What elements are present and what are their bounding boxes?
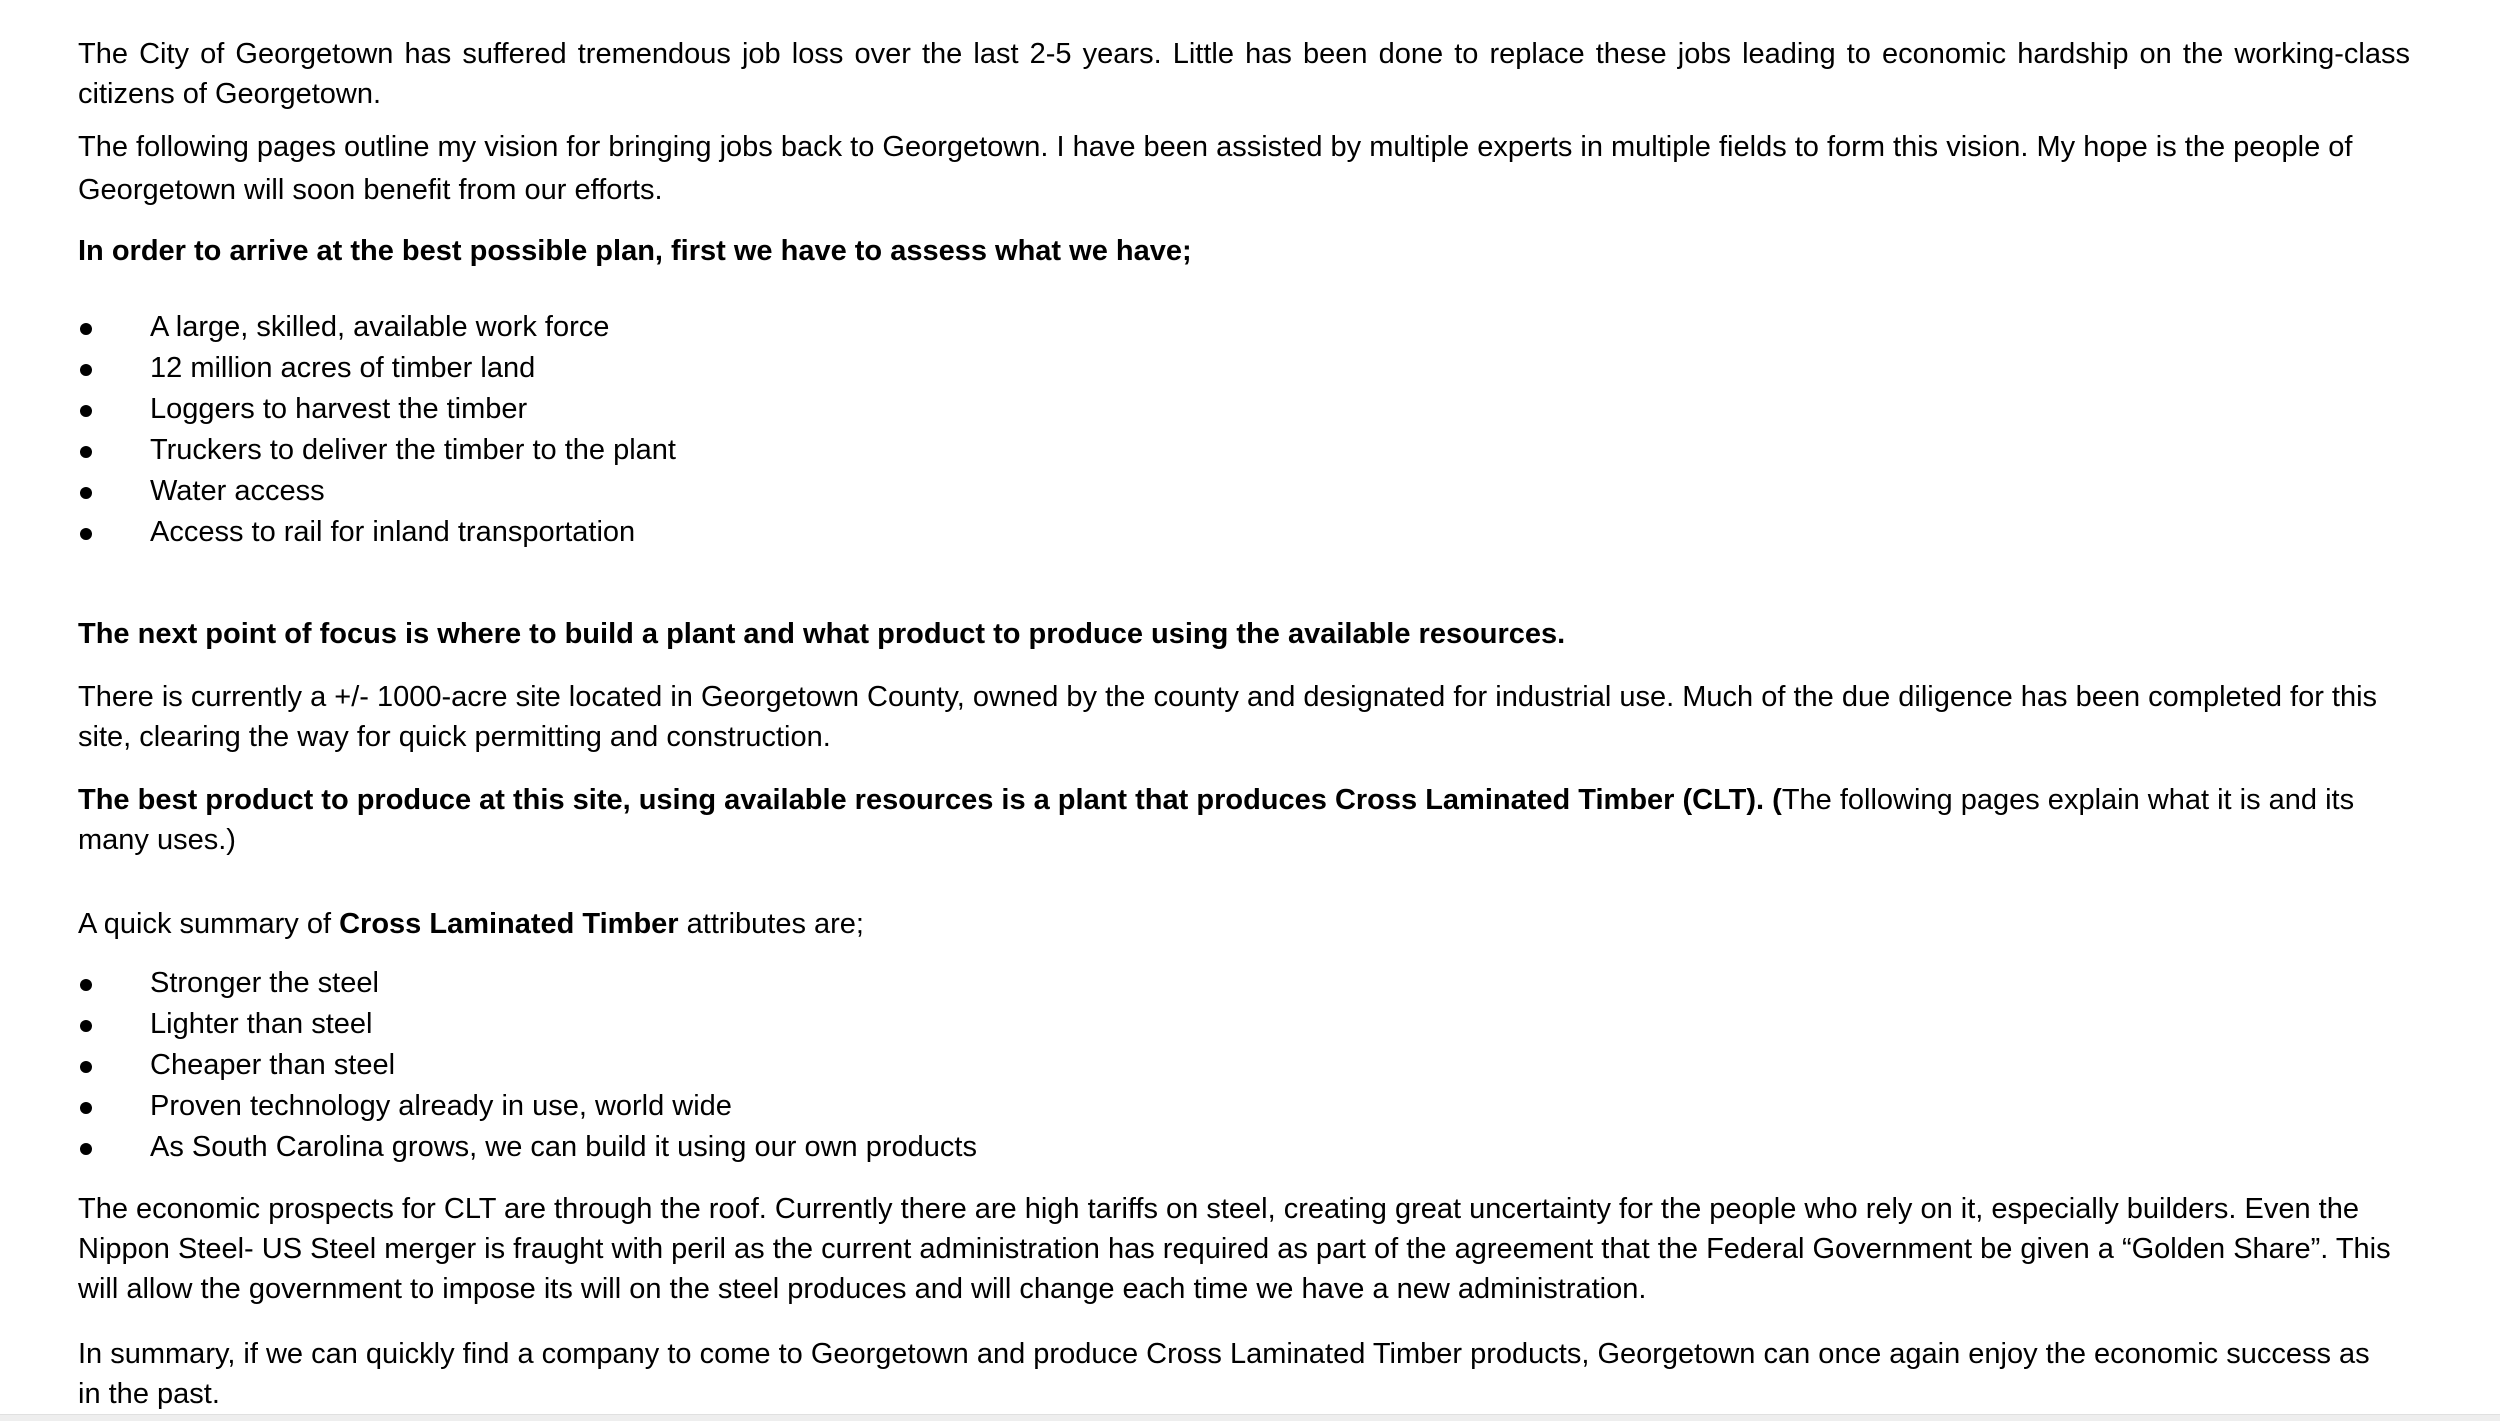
list-item: A large, skilled, available work force (78, 307, 1578, 348)
bullet-icon (80, 528, 92, 540)
bullet-icon (80, 323, 92, 335)
bullet-icon (80, 1102, 92, 1114)
intro-paragraph-2: The following pages outline my vision for bringing jobs back to Georgetown. I have been assisted by multiple experts in multiple fields to form this vision. My hope is the people of Georgetown will soon benefit from our efforts. (78, 131, 2353, 206)
resources-list (78, 307, 1578, 553)
bullet-icon (80, 1020, 92, 1032)
list-item: Cheaper than steel (78, 1045, 1578, 1086)
list-item: Stronger the steel (78, 963, 1578, 1004)
product-rest-text: The following pages explain what it is and its many uses.) (78, 784, 2355, 856)
summary-intro: A quick summary of Cross Laminated Timber attributes are; (78, 908, 864, 940)
list-item: As South Carolina grows, we can build it using our own products (78, 1127, 1578, 1168)
bullet-icon (80, 979, 92, 991)
list-item: Water access (78, 471, 1578, 512)
list-item: Proven technology already in use, world wide (78, 1086, 1578, 1127)
summary-bold-term: Cross Laminated Timber (339, 908, 679, 940)
bullet-icon (80, 487, 92, 499)
list-item: Truckers to deliver the timber to the plant (78, 430, 1578, 471)
attributes-list (78, 963, 1578, 1168)
bullet-icon (80, 364, 92, 376)
list-item: 12 million acres of timber land (78, 348, 1578, 389)
assess-heading: In order to arrive at the best possible plan, first we have to assess what we have; (78, 235, 1192, 267)
economic-paragraph: The economic prospects for CLT are through the roof. Currently there are high tariffs on steel, creating great uncertainty for the people who rely on it, especially builders. Even the Nippon Steel- US Steel merger is fraught with peril as the current administration has required as part of the agreement that the Federal Government be given a “Golden Share”. This will allow the government to impose its will on the steel produces and will change each time we have a new administration. (78, 1193, 2391, 1305)
list-item: Access to rail for inland transportation (78, 512, 1578, 553)
list-item: Loggers to harvest the timber (78, 389, 1578, 430)
bullet-icon (80, 1061, 92, 1073)
intro-paragraph-1: The City of Georgetown has suffered tremendous job loss over the last 2-5 years. Little has been done to replace these jobs leading to economic hardship on the working-class citizens of Georgetown. (78, 38, 2410, 110)
conclusion-paragraph: In summary, if we can quickly find a company to come to Georgetown and produce Cross Laminated Timber products, Georgetown can once again enjoy the economic success as in the past. (78, 1338, 2370, 1410)
focus-heading: The next point of focus is where to build a plant and what product to produce using the available resources. (78, 618, 1566, 650)
bullet-icon (80, 405, 92, 417)
product-bold-text: The best product to produce at this site, using available resources is a plant that produces Cross Laminated Timber (CLT). ( (78, 784, 1782, 816)
document-page (78, 0, 2410, 1414)
bullet-icon (80, 446, 92, 458)
list-item: Lighter than steel (78, 1004, 1578, 1045)
product-paragraph (78, 780, 2388, 860)
bullet-icon (80, 1143, 92, 1155)
site-paragraph: There is currently a +/- 1000-acre site located in Georgetown County, owned by the county and designated for industrial use. Much of the due diligence has been completed for this site, clearing the way for quick permitting and construction. (78, 681, 2378, 753)
